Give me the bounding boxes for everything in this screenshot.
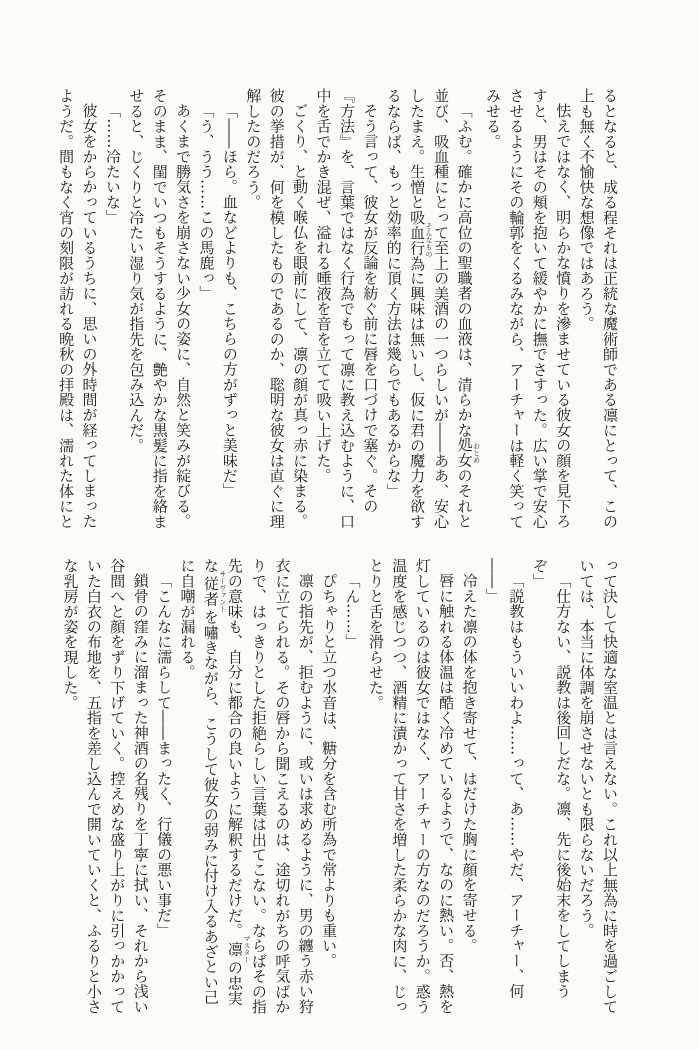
paragraph: 「ふむ。確かに高位の聖職者の血液は、清らかな処女 おとめのそれと並び、吸血種にとって至上の美酒の一つらしいが――ああ、安心したまえ。生憎と吸血行為 そんなものに興味は無いし、仮に君の魔力を欲するならば、もっと効率的に頂く方法は幾らでもあるからな」 <box>384 88 481 529</box>
ruby-annotated-word: 従者 サーヴァント <box>201 570 227 613</box>
text-block-bottom <box>58 558 621 1014</box>
paragraph: 「う、うう……この馬鹿っ」 <box>197 103 216 301</box>
ruby-annotated-word: 処女 おとめ <box>455 437 481 468</box>
paragraph: 彼女をからかっているうちに、思いの外時間が経ってしまったようだ。間もなく宵の刻限が訪れる晩秋の拝殿は、濡れた体にと <box>57 88 99 529</box>
paragraph: 「ん……」 <box>343 573 362 649</box>
ruby-annotated-word: 吸血行為 そんなもの <box>408 209 434 271</box>
paragraph: 「説教はもういいわよ……って、あ……やだ、アーチャー、何――」 <box>483 558 526 999</box>
paragraph: ぴちゃりと立つ水音は、糖分を含む所為で常よりも重い。 <box>320 573 339 969</box>
paragraph: 「……冷たいな」 <box>103 103 122 225</box>
paragraph: 「――ほら。血などよりも、こちらの方がずっと美味だ」 <box>220 103 239 499</box>
paragraph: 冷えた凛の体を抱き寄せて、はだけた胸に顔を寄せる。 <box>460 573 479 953</box>
paragraph: ごくり、と動く喉仏を眼前にして、凛の顔が真っ赤に染まる。彼の挙措が、何を模したものであるのか、聡明な彼女は直ぐに理解したのだろう。 <box>244 88 310 529</box>
paragraph: 鎖骨の窪みに溜まった神酒の名残りを丁寧に拭い、それから浅い谷間へと顔をずり下げていく。控えめな盛り上がりに引っかかっていた白衣の布地を、五指を差し込んで開いていくと、ふるりと小さな乳房が姿を現した。 <box>61 558 150 1014</box>
paragraph: 怯えではなく、明らかな憤りを滲ませている彼女の顔を見下ろすと、男はその頬を抱いて緩やかに撫でさすった。広い掌で安心させるようにその輪郭をくるみながら、アーチャーは軽く笑ってみせる。 <box>483 88 573 529</box>
text-block-top <box>54 88 621 541</box>
paragraph: 凛の指先が、拒むように、或いは求めるように、男の纏う赤い狩衣に立てられる。その唇から聞こえるのは、途切れがちの呼気ばかりで、はっきりとした拒絶らしい言葉は出てこない。ならばその指先の意味も、自分に都合の良いように解釈するだけだ。凛 マスターの忠実な従者 サーヴァントを嘯きながら、こうして彼女の弱みに付け入るあざとい己に自嘲が漏れる。 <box>178 558 315 1014</box>
paragraph: 「仕方ない、説教は後回しだな。凛、先に後始末をしてしまうぞ」 <box>530 558 573 999</box>
ruby-annotated-word: 凛 マスター <box>225 935 251 963</box>
paragraph: って決して快適な室温とは言えない。これ以上無為に時を過ごしていては、本当に体調を崩させないとも限らないだろう。 <box>577 558 619 1014</box>
paragraph: 唇に触れる体温は酷く冷めているようで、なのに熱い。否、熱を灯しているのは彼女ではなく、アーチャーの方なのだろうか。惑う温度を感じつつ、酒精に漬かって甘さを増した柔らかな肉に、じっとりと舌を滑らせた。 <box>366 558 456 1014</box>
paragraph: そう言って、彼女が反論を紡ぐ前に唇を口づけで塞ぐ。その『方法』を、言葉ではなく行為でもって凛に教え込むように、口中を舌でかき混ぜ、溢れる唾液を音を立てて吸い上げた。 <box>314 88 380 529</box>
paragraph: るとなると、成る程それは正統な魔術師である凛にとって、この上も無く不愉快な想像ではあろう。 <box>577 88 619 529</box>
paragraph: 「こんなに濡らして――まったく、行儀の悪い事だ」 <box>155 573 174 938</box>
paragraph: あくまで勝気さを崩さない少女の姿に、自然と笑みが綻びる。そのまま、閨でいつもそうするように、艶やかな黒髪に指を絡ませると、じくりと冷たい湿り気が指先を包み込んだ。 <box>127 88 193 529</box>
